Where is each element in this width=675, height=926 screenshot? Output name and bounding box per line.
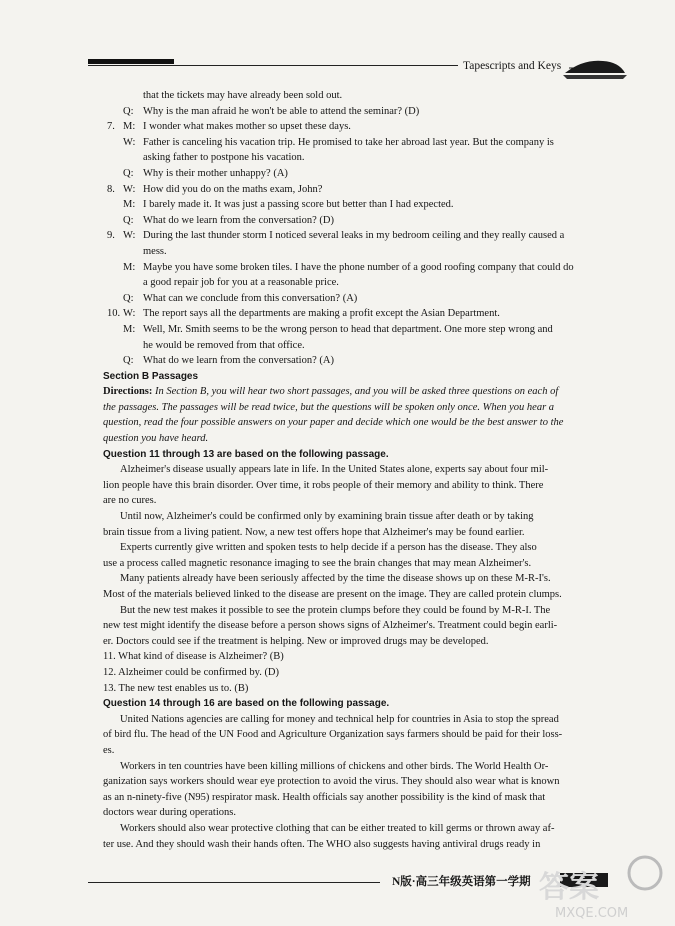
dialog-line [100,260,620,276]
paragraph-line: of bird flu. The head of the UN Food and Agriculture Organization says farmers should be paid for their loss- [103,729,563,741]
paragraph-line: Workers in ten countries have been killing millions of chickens and other birds. The World Health Or- [120,760,549,772]
answer-line: 13. The new test enables us to. (B) [103,682,249,694]
paragraph-line: as an n-ninety-five (N95) respirator mask. Health officials say another possibility is the kind of mask that [103,791,546,803]
paragraph-line: United Nations agencies are calling for money and technical help for countries in Asia to stop the spread [120,713,559,725]
dialog-continuation: he would be removed from that office. [143,339,305,351]
speaker-label: Q: [123,355,134,367]
passage-2-heading: Question 14 through 16 are based on the following passage. [103,698,390,710]
section-b-heading: Section B Passages [103,370,199,382]
watermark-logo [535,855,665,921]
directions-label: Directions: [103,386,153,398]
answer-line: 12. Alzheimer could be confirmed by. (D) [103,666,280,678]
dialog-text: Why is their mother unhappy? (A) [143,167,288,179]
item-number: 7. [107,121,115,133]
directions-text: question, read the four possible answers on your paper and decide which one would be the best answer to the [103,417,564,429]
header-bar-thick [88,59,174,64]
paragraph-line: es. [103,744,115,756]
directions-text: the passages. The passages will be read twice, but the questions will be spoken only once. When you hear a [103,401,555,413]
speaker-label: W: [123,183,136,195]
dialog-line [100,322,620,338]
paragraph-line: ter use. And they should wash their hands often. The WHO also suggests having antiviral drugs ready in [103,838,541,850]
dialog-line [100,119,620,135]
paragraph-line: er. Doctors could see if the treatment is helping. New or improved drugs may be developed. [103,635,489,647]
paragraph-line: Workers should also wear protective clothing that can be either treated to kill germs or thrown away af- [120,822,555,834]
dialog-text: Maybe you have some broken tiles. I have the phone number of a good roofing company that could do [143,261,574,273]
paragraph-line: But the new test makes it possible to see the protein clumps before they could be found by M-R-I. The [120,604,551,616]
dialog-continuation: mess. [143,245,167,257]
directions-line [100,415,620,431]
dialog-text: The report says all the departments are making a profit except the Asian Department. [143,308,500,320]
passage-1-heading: Question 11 through 13 are based on the following passage. [103,448,389,460]
header-rule [88,65,458,66]
dialog-section [100,88,620,369]
dialog-text: I wonder what makes mother so upset these days. [143,121,351,133]
header-ship-icon [563,55,627,81]
footer-text: N版·高三年级英语第一学期 [392,876,531,888]
item-number: 8. [107,183,115,195]
dialog-continuation: asking father to postpone his vacation. [143,152,305,164]
dialog-line [100,197,620,213]
speaker-label: Q: [123,292,134,304]
directions-text: In Section B, you will hear two short passages, and you will be asked three questions on each of [152,386,559,398]
speaker-label: Q: [123,105,134,117]
directions-line [100,384,620,400]
paragraph-line: Alzheimer's disease usually appears late in life. In the United States alone, experts say about four mil- [120,464,549,476]
speaker-label: Q: [123,167,134,179]
speaker-label: W: [123,308,136,320]
paragraph-line: are no cures. [103,495,157,507]
dialog-text: What do we learn from the conversation? (A) [143,355,334,367]
paragraph-line: use a process called magnetic resonance imaging to see the brain changes that may mean Alzheimer's. [103,557,532,569]
directions-line [100,400,620,416]
dialog-line [100,291,620,307]
directions-block [100,384,620,446]
answer-line: 11. What kind of disease is Alzheimer? (B) [103,651,284,663]
dialog-line [100,213,620,229]
dialog-text: What do we learn from the conversation? (D) [143,214,334,226]
passage-2-body [100,712,620,852]
paragraph-line: doctors wear during operations. [103,807,236,819]
item-number: 9. [107,230,115,242]
speaker-label: Q: [123,214,134,226]
paragraph-line: ganization says workers should wear eye protection to avoid the virus. They should also wear what is known [103,776,560,788]
dialog-line [100,182,620,198]
paragraph-line: Many patients already have been seriously affected by the time the disease shows up on these M-R-I's. [120,573,551,585]
dialog-continuation: that the tickets may have already been sold out. [143,90,343,101]
speaker-label: W: [123,136,136,148]
speaker-label: M: [123,261,136,273]
dialog-line [100,353,620,369]
dialog-text: What can we conclude from this conversation? (A) [143,292,358,304]
dialog-line [100,228,620,244]
footer-rule [88,882,380,883]
paragraph-line: new test might identify the disease before a person shows signs of Alzheimer's. Treatment could begin earli- [103,620,558,632]
paragraph-line: brain tissue from a living patient. Now, a new test offers hope that Alzheimer's may be found earlier. [103,526,525,538]
svg-text:MXQE.COM: MXQE.COM [555,906,629,921]
speaker-label: M: [123,121,136,133]
dialog-text: I barely made it. It was just a passing score but better than I had expected. [143,199,454,211]
header-title: Tapescripts and Keys [463,60,562,72]
paragraph-line: lion people have this brain disorder. Over time, it robs people of their memory and ability to think. There [103,479,544,491]
svg-text:答案: 答案 [539,870,599,905]
passage-1-body [100,462,620,649]
directions-line [100,431,620,447]
page-content [100,88,620,852]
passage-1-answers [100,649,620,696]
dialog-text: Father is canceling his vacation trip. He promised to take her abroad last year. But the company is [143,136,554,148]
paragraph-line: Most of the materials believed linked to the disease are present on the image. They are called protein clumps. [103,589,562,600]
paragraph-line: Experts currently give written and spoken tests to help decide if a person has the disease. They also [120,542,537,554]
speaker-label: M: [123,323,136,335]
dialog-text: During the last thunder storm I noticed several leaks in my bedroom ceiling and they really caused a [143,230,565,242]
dialog-line [100,104,620,120]
dialog-text: How did you do on the maths exam, John? [143,183,323,195]
dialog-continuation: a good repair job for you at a reasonable price. [143,277,339,289]
paragraph-line: Until now, Alzheimer's could be confirmed only by examining brain tissue after death or by taking [120,511,534,523]
directions-text: question you have heard. [103,433,209,445]
dialog-line [100,306,620,322]
dialog-line [100,135,620,151]
dialog-text: Why is the man afraid he won't be able to attend the seminar? (D) [143,105,420,117]
dialog-text: Well, Mr. Smith seems to be the wrong person to head that department. One more step wrong and [143,323,553,335]
item-number: 10. [107,308,121,320]
speaker-label: M: [123,199,136,211]
dialog-line [100,166,620,182]
speaker-label: W: [123,230,136,242]
